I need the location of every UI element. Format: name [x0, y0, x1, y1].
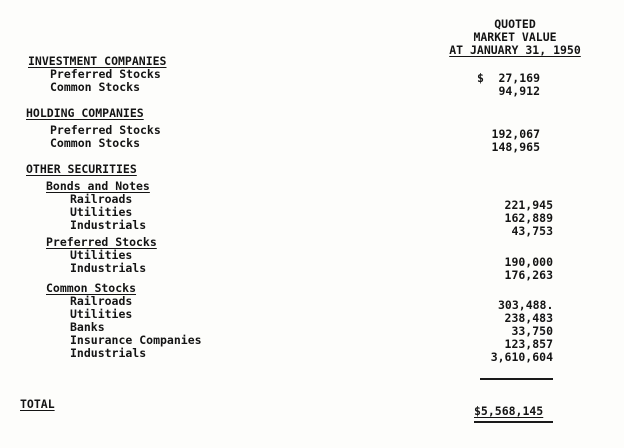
row-value: 190,000 — [504, 255, 553, 269]
row-value: 238,483 — [504, 311, 553, 325]
row-label: Banks — [70, 320, 105, 334]
column-header-line2: MARKET VALUE — [473, 30, 557, 44]
row-label: Utilities — [70, 205, 133, 219]
subsection-title-preferred-stocks: Preferred Stocks — [46, 235, 157, 249]
row-label: Common Stocks — [50, 136, 141, 150]
row-value: 123,857 — [504, 337, 553, 351]
row-value: 303,488. — [498, 298, 554, 312]
row-value: 148,965 — [491, 140, 540, 154]
currency-symbol: $ — [477, 71, 484, 85]
total-label: TOTAL — [20, 397, 55, 411]
row-label: Utilities — [70, 307, 133, 321]
row-value: 27,169 — [498, 71, 540, 85]
row-value: 162,889 — [504, 211, 553, 225]
row-label: Railroads — [70, 294, 133, 308]
column-header-line1: QUOTED — [494, 17, 536, 31]
row-value: 3,610,604 — [490, 350, 553, 364]
total-value: $5,568,145 — [474, 404, 544, 418]
total-double-rule — [474, 421, 553, 423]
row-label: Common Stocks — [50, 80, 141, 94]
column-header-line3: AT JANUARY 31, 1950 — [449, 43, 581, 57]
row-label: Industrials — [70, 261, 147, 275]
row-label: Preferred Stocks — [50, 67, 161, 81]
row-value: 33,750 — [511, 324, 553, 338]
row-value: 176,263 — [504, 268, 553, 282]
row-label: Industrials — [70, 346, 147, 360]
section-title-holding-companies: HOLDING COMPANIES — [26, 106, 144, 120]
total-rule-top — [480, 378, 553, 380]
row-label: Railroads — [70, 192, 133, 206]
row-label: Industrials — [70, 218, 147, 232]
row-value: 221,945 — [504, 198, 553, 212]
row-label: Preferred Stocks — [50, 123, 161, 137]
subsection-title-common-stocks: Common Stocks — [46, 281, 137, 295]
row-label: Insurance Companies — [70, 333, 202, 347]
subsection-title-bonds-and-notes: Bonds and Notes — [46, 179, 150, 193]
row-value: 94,912 — [498, 84, 540, 98]
row-value: 192,067 — [491, 127, 540, 141]
row-value: 43,753 — [511, 224, 553, 238]
section-title-other-securities: OTHER SECURITIES — [26, 162, 137, 176]
row-label: Utilities — [70, 248, 133, 262]
section-title-investment-companies: INVESTMENT COMPANIES — [28, 54, 167, 68]
